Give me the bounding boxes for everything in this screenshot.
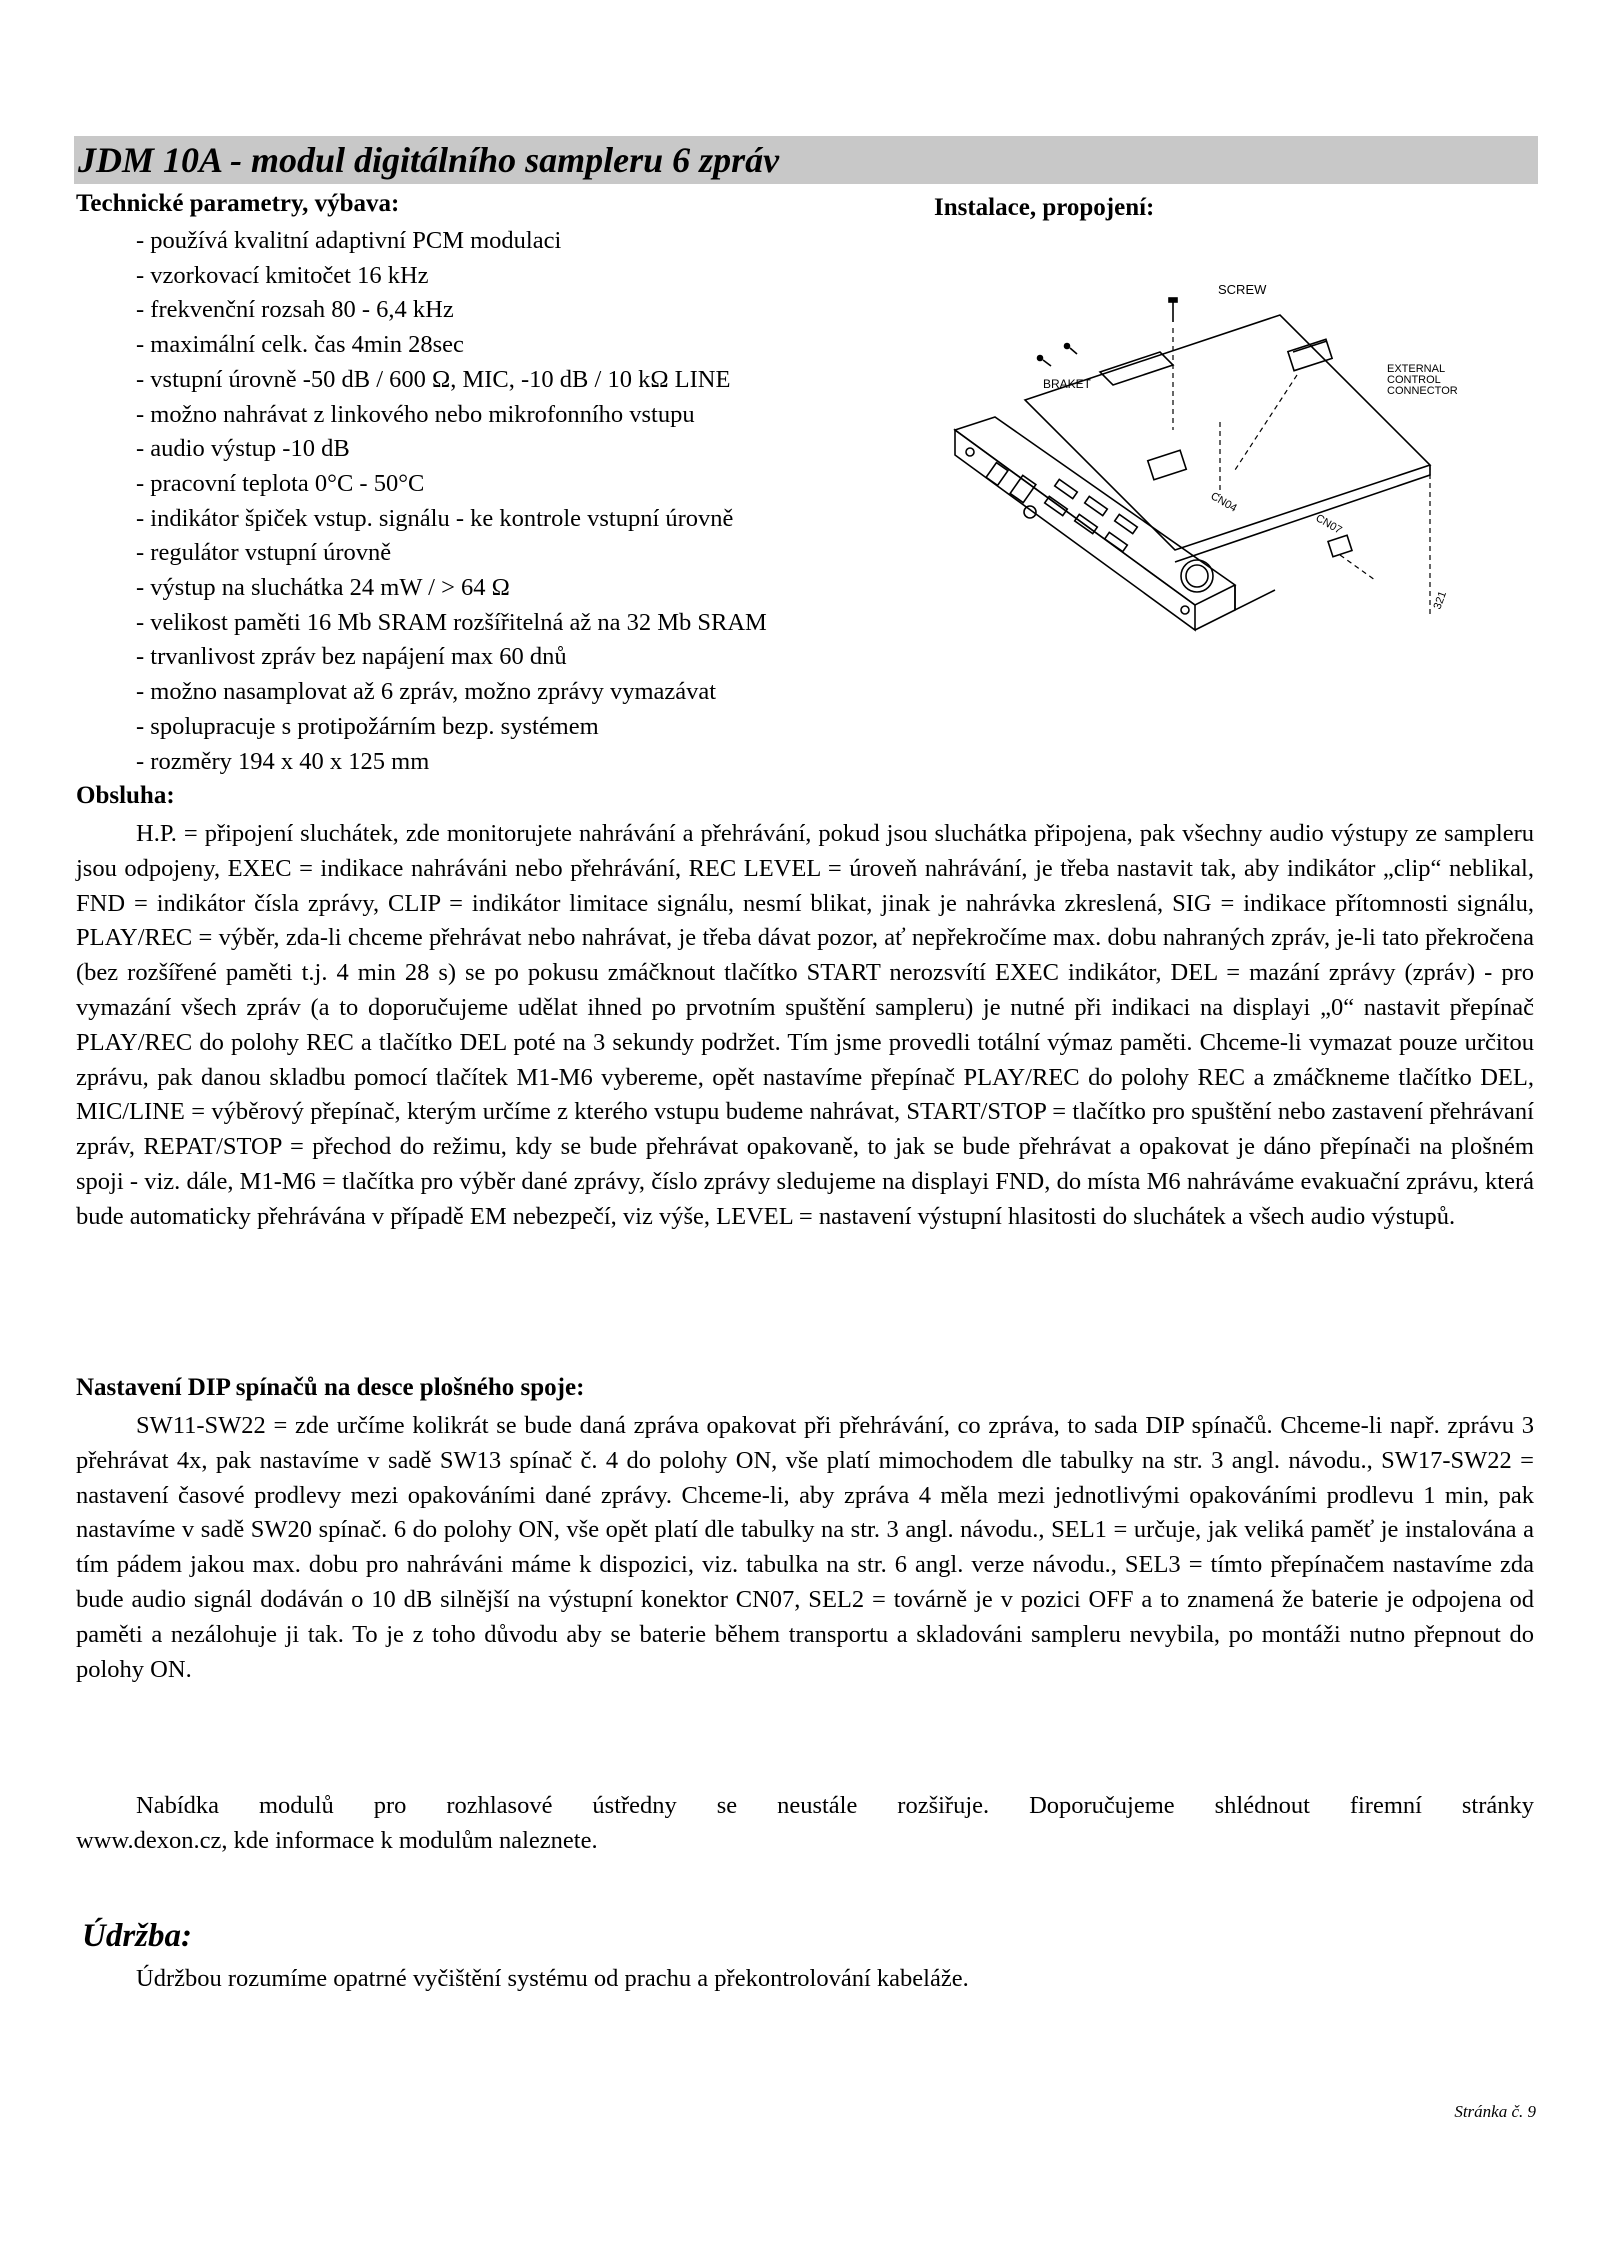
param-item: - možno nasamplovat až 6 zpráv, možno zprávy vymazávat xyxy=(136,678,717,706)
param-item: - vzorkovací kmitočet 16 kHz xyxy=(136,261,429,289)
param-item: - vstupní úrovně -50 dB / 600 Ω, MIC, -10 dB / 10 kΩ LINE xyxy=(136,365,731,393)
udrzba-heading: Údržba: xyxy=(82,1918,193,1954)
dip-heading: Nastavení DIP spínačů na desce plošného spoje: xyxy=(76,1374,585,1401)
param-item: - výstup na sluchátka 24 mW / > 64 Ω xyxy=(136,574,510,602)
udrzba-paragraph: Údržbou rozumíme opatrné vyčištění systému od prachu a překontrolování kabeláže. xyxy=(136,1965,969,1992)
diagram-label-cn07: CN07 xyxy=(1313,512,1344,537)
page-number: Stránka č. 9 xyxy=(1454,2102,1536,2121)
title-bar xyxy=(74,136,1538,184)
page-title: JDM 10A - modul digitálního sampleru 6 zpráv xyxy=(78,140,780,180)
param-item: - velikost paměti 16 Mb SRAM rozšířitelná až na 32 Mb SRAM xyxy=(136,608,767,636)
obsluha-paragraph: H.P. = připojení sluchátek, zde monitorujete nahrávání a přehrávání, pokud jsou sluchátka připojena, pak všechny audio výstupy ze sampleru jsou odpojeny, EXEC = indikace nahráváni nebo přehrávání, REC LEVEL = úroveň nahrávání, je třeba nastavit tak, aby indikátor „clip“ neblikal, FND = indikátor čísla zprávy, CLIP = indikátor limitace signálu, nesmí blikat, jinak je nahrávka zkreslená, SIG = indikace přítomnosti signálu, PLAY/REC = výběr, zda-li chceme přehrávat nebo nahrávat, je třeba dávat pozor, ať nepřekročíme max. dobu nahraných zpráv, je-li tato překročena (bez rozšířené paměti t.j. 4 min 28 s) se po pokusu zmáčknout tlačítko START nerozsvítí EXEC indikátor, DEL = mazání zprávy (zpráv) - pro vymazání všech zpráv (a to doporučujeme udělat ihned po prvotním spuštění sampleru) je nutné při indikaci na displayi „0“ nastavit přepínač PLAY/REC do polohy REC a tlačítko DEL poté na 3 sekundy podržet. Tím jsme provedli totální výmaz paměti. Chceme-li vymazat pouze určitou zprávu, pak danou skladbu pomocí tlačítek M1-M6 vybereme, opět nastavíme přepínač PLAY/REC do polohy REC a zmáčkneme tlačítko DEL, MIC/LINE = výběrový přepínač, kterým určíme z kterého vstupu budeme nahrávat, START/STOP = tlačítko pro spuštění nebo zastavení přehrávaní zpráv, REPAT/STOP = přechod do režimu, kdy se bude přehrávat opakovaně, to jak se bude přehrávat a opakovat je dáno přepínači na plošném spoji - viz. dále, M1-M6 = tlačítka pro výběr dané zprávy, číslo zprávy sledujeme na displayi FND, do místa M6 nahráváme evakuační zprávu, která bude automaticky přehrávána v případě EM nebezpečí, viz výše, LEVEL = nastavení výstupní hlasitosti do sluchátek a všech audio výstupů. xyxy=(76,820,1534,1230)
param-item: - trvanlivost zpráv bez napájení max 60 dnů xyxy=(136,643,567,671)
tech-params-list xyxy=(136,224,767,779)
diagram-label-control: CONTROL xyxy=(1387,374,1441,386)
param-item: - spolupracuje s protipožárním bezp. systémem xyxy=(136,712,599,740)
diagram-label-connector: CONNECTOR xyxy=(1387,385,1458,397)
param-item: - pracovní teplota 0°C - 50°C xyxy=(136,469,425,497)
param-item: - rozměry 194 x 40 x 125 mm xyxy=(136,747,430,775)
param-item: - maximální celk. čas 4min 28sec xyxy=(136,331,464,359)
diagram-label-braket: BRAKET xyxy=(1043,377,1092,391)
tech-params-heading: Technické parametry, výbava: xyxy=(76,190,400,217)
offer-line1: Nabídka modulů pro rozhlasové ústředny se neustále rozšiřuje. Doporučujeme shlédnout firemní stránky xyxy=(136,1792,1534,1819)
module-installation-diagram xyxy=(935,280,1475,680)
diagram-label-cn04: CN04 xyxy=(1208,490,1239,515)
offer-line2: www.dexon.cz, kde informace k modulům naleznete. xyxy=(76,1827,598,1854)
diagram-label-external: EXTERNAL xyxy=(1387,363,1446,375)
obsluha-heading: Obsluha: xyxy=(76,782,175,809)
param-item: - používá kvalitní adaptivní PCM modulaci xyxy=(136,227,562,254)
installation-heading: Instalace, propojení: xyxy=(934,194,1155,221)
param-item: - regulátor vstupní úrovně xyxy=(136,539,392,567)
param-item: - audio výstup -10 dB xyxy=(136,435,350,463)
param-item: - indikátor špiček vstup. signálu - ke kontrole vstupní úrovně xyxy=(136,504,734,532)
diagram-label-screw: SCREW xyxy=(1218,282,1267,297)
param-item: - možno nahrávat z linkového nebo mikrofonního vstupu xyxy=(136,400,695,428)
param-item: - frekvenční rozsah 80 - 6,4 kHz xyxy=(136,296,454,324)
dip-paragraph: SW11-SW22 = zde určíme kolikrát se bude daná zpráva opakovat při přehrávání, co zpráva, to sada DIP spínačů. Chceme-li např. zprávu 3 přehrávat 4x, pak nastavíme v sadě SW13 spínač č. 4 do polohy ON, vše platí mimochodem dle tabulky na str. 3 angl. návodu., SW17-SW22 = nastavení časové prodlevy mezi opakováními dané zprávy. Chceme-li, aby zpráva 4 měla mezi jednotlivými opakováními prodlevu 1 min, pak nastavíme v sadě SW20 spínač. 6 do polohy ON, vše opět platí dle tabulky na str. 3 angl. návodu., SEL1 = určuje, jak veliká paměť je instalována a tím pádem jakou max. dobu pro nahráváni máme k dispozici, viz. tabulka na str. 6 angl. verze návodu., SEL3 = tímto přepínačem nastavíme zda bude audio signál dodáván o 10 dB silnější na výstupní konektor CN07, SEL2 = továrně je v pozici OFF a to znamená že baterie je odpojena od paměti a nezálohuje ji tak. To je z toho důvodu aby se baterie během transportu a skladováni sampleru nevybila, po montáži nutno přepnout do polohy ON. xyxy=(76,1412,1534,1683)
diagram-label-sw: 321 xyxy=(1431,589,1450,612)
